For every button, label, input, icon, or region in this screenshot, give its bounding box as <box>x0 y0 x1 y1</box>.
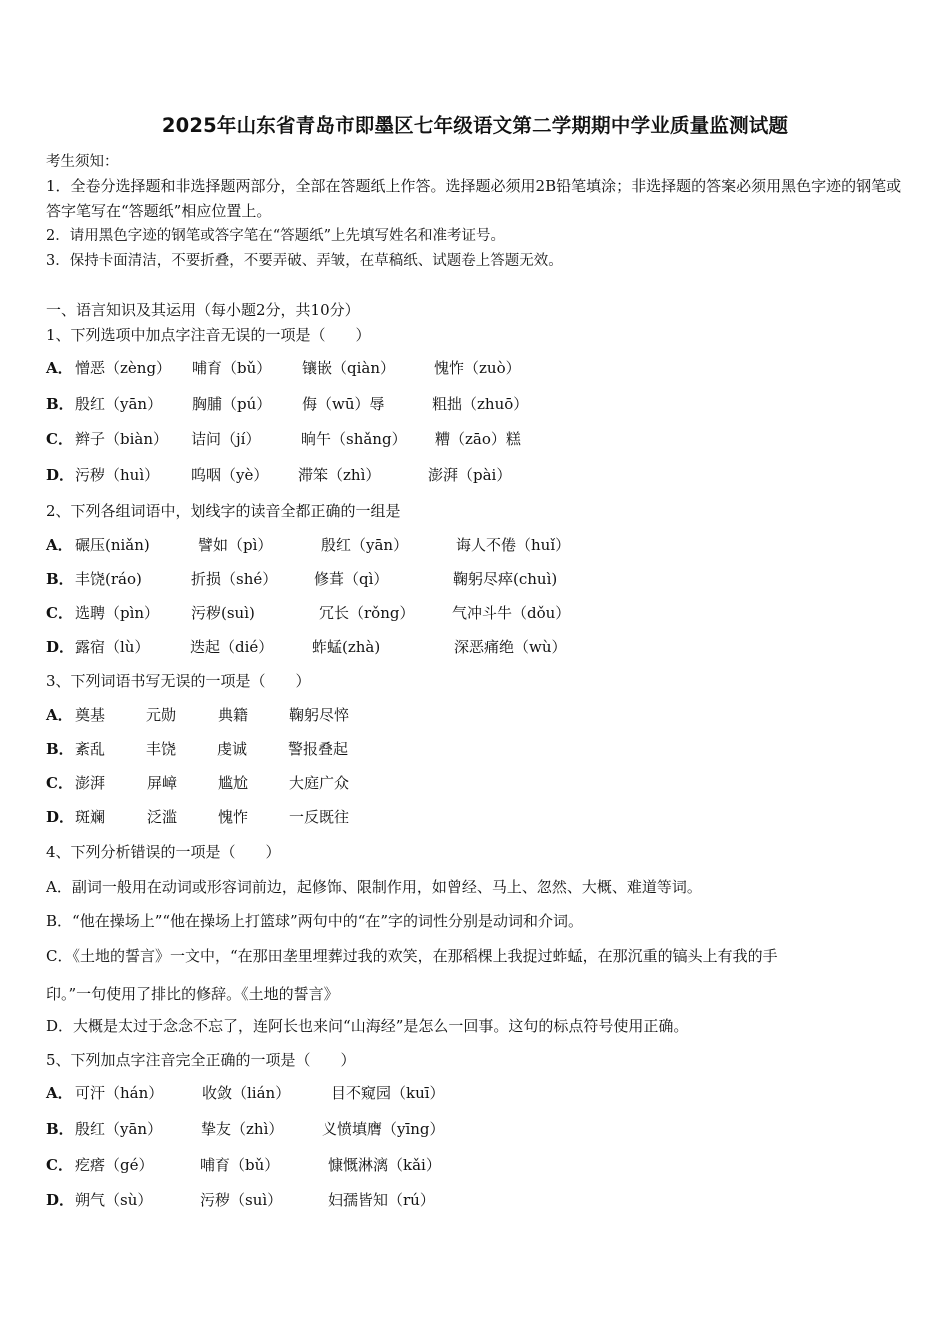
question-5-option-d <box>46 1190 435 1210</box>
option-label: D． <box>46 638 75 656</box>
option-item: 折损（shé） <box>191 570 278 588</box>
option-label: B． <box>46 570 74 588</box>
option-item: 滞笨（zhì） <box>298 466 381 484</box>
option-item: 挚友（zhì） <box>201 1120 284 1138</box>
option-item: 斑斓 <box>75 808 106 826</box>
option-item: 一反既往 <box>289 808 350 826</box>
option-item: 澎湃 <box>75 774 106 792</box>
question-3-option-b <box>46 739 348 759</box>
option-item: 呜咽（yè） <box>191 466 269 484</box>
option-item: 污秽(suì) <box>191 604 255 622</box>
option-item: 粗拙（zhuō） <box>432 395 529 413</box>
option-item: 元勋 <box>146 706 177 724</box>
option-label: C． <box>46 430 73 448</box>
option-label: A． <box>46 1084 73 1102</box>
question-1-option-d <box>46 465 511 485</box>
option-item: 碾压(niǎn) <box>75 536 150 554</box>
option-item: 譬如（pì） <box>198 536 273 554</box>
option-item: 辫子（biàn） <box>75 430 169 448</box>
question-2-option-b <box>46 569 557 589</box>
notice-heading: 考生须知： <box>46 154 119 170</box>
question-5-option-b <box>46 1119 445 1139</box>
option-label: C． <box>46 774 73 792</box>
option-item: 哺育（bǔ） <box>192 359 272 377</box>
question-1-stem: 1、下列选项中加点字注音无误的一项是（ ） <box>46 326 371 344</box>
option-item: 义愤填膺（yīng） <box>322 1120 445 1138</box>
option-item: 迭起（dié） <box>190 638 274 656</box>
option-item: 鞠躬尽瘁(chuì) <box>453 570 558 588</box>
option-item: 胸脯（pú） <box>192 395 272 413</box>
question-4-option-d: D．大概是太过于念念不忘了，连阿长也来问“山海经”是怎么一回事。这句的标点符号使用正确。 <box>46 1017 689 1035</box>
option-item: 丰饶 <box>146 740 177 758</box>
notice-item-1: 1．全卷分选择题和非选择题两部分，全部在答题纸上作答。选择题必须用2B铅笔填涂；非选择题的答案必须用黑色字迹的钢笔或答字笔写在“答题纸”相应位置上。 <box>46 177 902 220</box>
option-item: 污秽（huì） <box>75 466 160 484</box>
option-item: 虔诚 <box>217 740 248 758</box>
option-item: 收敛（lián） <box>202 1084 291 1102</box>
question-4-stem: 4、下列分析错误的一项是（ ） <box>46 843 281 861</box>
option-item: 诲人不倦（huǐ） <box>456 536 571 554</box>
option-label: B． <box>46 740 74 758</box>
question-1-option-b <box>46 394 528 414</box>
option-item: 气冲斗牛（dǒu） <box>452 604 571 622</box>
question-5-option-c <box>46 1155 441 1175</box>
option-item: 鞠躬尽悴 <box>289 706 350 724</box>
option-item: 选聘（pìn） <box>75 604 160 622</box>
page-title: 2025年山东省青岛市即墨区七年级语文第二学期期中学业质量监测试题 <box>161 114 789 137</box>
option-item: 大庭广众 <box>289 774 350 792</box>
option-item: 殷红（yān） <box>321 536 409 554</box>
option-item: 哺育（bǔ） <box>200 1156 280 1174</box>
option-item: 目不窥园（kuī） <box>331 1084 445 1102</box>
option-item: 屏嶂 <box>147 774 178 792</box>
option-item: 冗长（rǒng） <box>319 604 415 622</box>
option-item: 殷红（yān） <box>75 395 163 413</box>
option-label: C． <box>46 1156 73 1174</box>
question-3-option-d <box>46 807 349 827</box>
option-item: 蚱蜢(zhà) <box>312 638 381 656</box>
option-label: B． <box>46 1120 74 1138</box>
question-2-option-c <box>46 603 570 623</box>
option-label: A． <box>46 359 73 377</box>
option-item: 深恶痛绝（wù） <box>454 638 567 656</box>
option-label: D． <box>46 466 75 484</box>
question-5-stem: 5、下列加点字注音完全正确的一项是（ ） <box>46 1051 356 1069</box>
option-item: 憎恶（zèng） <box>75 359 172 377</box>
question-2-option-d <box>46 637 567 657</box>
option-item: 愧怍（zuò） <box>434 359 521 377</box>
option-item: 殷红（yān） <box>75 1120 163 1138</box>
question-1-option-a <box>46 358 521 378</box>
section-heading: 一、语言知识及其运用（每小题2分，共10分） <box>46 301 360 319</box>
option-item: 糟（zāo）糕 <box>435 430 521 448</box>
option-item: 慷慨淋漓（kǎi） <box>328 1156 441 1174</box>
question-5-option-a <box>46 1083 445 1103</box>
question-3-option-a <box>46 705 349 725</box>
option-item: 愧怍 <box>218 808 249 826</box>
option-item: 晌午（shǎng） <box>301 430 407 448</box>
option-item: 奠基 <box>75 706 106 724</box>
question-4-option-c-continued: 印。”一句使用了排比的修辞。《土地的誓言》 <box>46 985 339 1003</box>
notice-item-2: 2．请用黑色字迹的钢笔或答字笔在“答题纸”上先填写姓名和准考证号。 <box>46 228 506 244</box>
option-item: 露宿（lù） <box>75 638 150 656</box>
question-4-option-b: B．“他在操场上”“他在操场上打篮球”两句中的“在”字的词性分别是动词和介词。 <box>46 912 584 930</box>
question-4-option-a: A．副词一般用在动词或形容词前边，起修饰、限制作用，如曾经、马上、忽然、大概、难道等词。 <box>46 878 702 896</box>
option-label: B． <box>46 395 74 413</box>
option-item: 澎湃（pài） <box>428 466 512 484</box>
option-item: 警报叠起 <box>288 740 349 758</box>
option-item: 疙瘩（gé） <box>75 1156 154 1174</box>
option-item: 泛滥 <box>147 808 178 826</box>
question-1-option-c <box>46 429 521 449</box>
option-label: A． <box>46 706 73 724</box>
option-item: 镶嵌（qiàn） <box>302 359 396 377</box>
option-label: A． <box>46 536 73 554</box>
option-label: C． <box>46 604 73 622</box>
option-item: 妇孺皆知（rú） <box>328 1191 435 1209</box>
question-2-stem: 2、下列各组词语中，划线字的读音全都正确的一组是 <box>46 502 401 520</box>
question-4-option-c: C．《土地的誓言》一文中，“在那田垄里埋葬过我的欢笑，在那稻棵上我捉过蚱蜢，在那沉重的镐头上有我的手 <box>46 947 778 965</box>
question-3-option-c <box>46 773 349 793</box>
question-2-option-a <box>46 535 570 555</box>
question-3-stem: 3、下列词语书写无误的一项是（ ） <box>46 672 311 690</box>
option-item: 侮（wū）辱 <box>302 395 385 413</box>
option-label: D． <box>46 1191 75 1209</box>
option-item: 修葺（qì） <box>314 570 389 588</box>
option-label: D． <box>46 808 75 826</box>
option-item: 尴尬 <box>218 774 249 792</box>
option-item: 朔气（sù） <box>75 1191 153 1209</box>
notice-item-3: 3．保持卡面清洁，不要折叠，不要弄破、弄皱，在草稿纸、试题卷上答题无效。 <box>46 253 563 269</box>
option-item: 典籍 <box>218 706 249 724</box>
option-item: 可汗（hán） <box>75 1084 164 1102</box>
option-item: 紊乱 <box>75 740 106 758</box>
option-item: 污秽（suì） <box>200 1191 283 1209</box>
option-item: 丰饶(ráo) <box>75 570 142 588</box>
option-item: 诘问（jí） <box>191 430 261 448</box>
